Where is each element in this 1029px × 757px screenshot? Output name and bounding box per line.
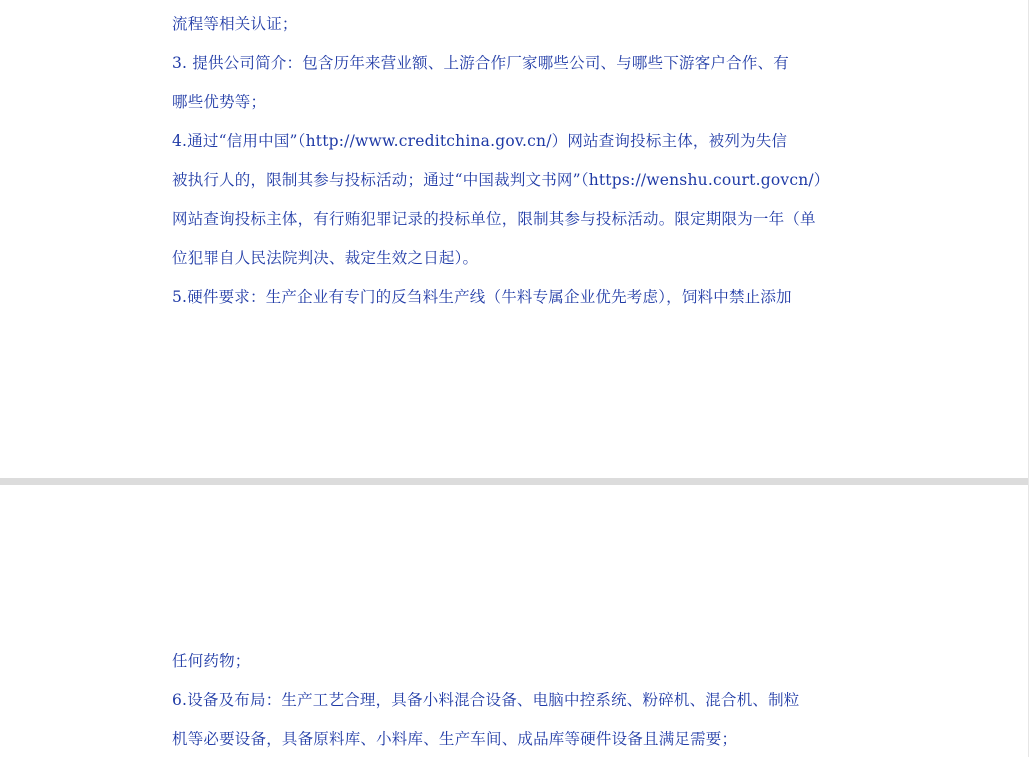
text-line: 任何药物； <box>172 652 251 670</box>
text-line: 哪些优势等； <box>172 93 267 111</box>
text-line: 5.硬件要求：生产企业有专门的反刍料生产线（牛料专属企业优先考虑），饲料中禁止添加 <box>172 288 792 306</box>
text-line: 6.设备及布局：生产工艺合理，具备小料混合设备、电脑中控系统、粉碎机、混合机、制粒 <box>172 691 800 709</box>
page-separator <box>0 478 1029 485</box>
text-line: 网站查询投标主体，有行贿犯罪记录的投标单位，限制其参与投标活动。限定期限为一年（单 <box>172 210 816 228</box>
text-line: 被执行人的，限制其参与投标活动；通过“中国裁判文书网”（https://wenshu.court.govcn/） <box>172 171 830 189</box>
text-line: 3. 提供公司简介：包含历年来营业额、上游合作厂家哪些公司、与哪些下游客户合作、有 <box>172 54 789 72</box>
text-line: 位犯罪自人民法院判决、裁定生效之日起）。 <box>172 249 479 267</box>
document-page-2 <box>0 485 1029 757</box>
text-line: 4.通过“信用中国”（http://www.creditchina.gov.cn/）网站查询投标主体，被列为失信 <box>172 132 788 150</box>
text-line: 流程等相关认证； <box>172 15 298 33</box>
text-line: 机等必要设备，具备原料库、小料库、生产车间、成品库等硬件设备且满足需要； <box>172 730 738 748</box>
